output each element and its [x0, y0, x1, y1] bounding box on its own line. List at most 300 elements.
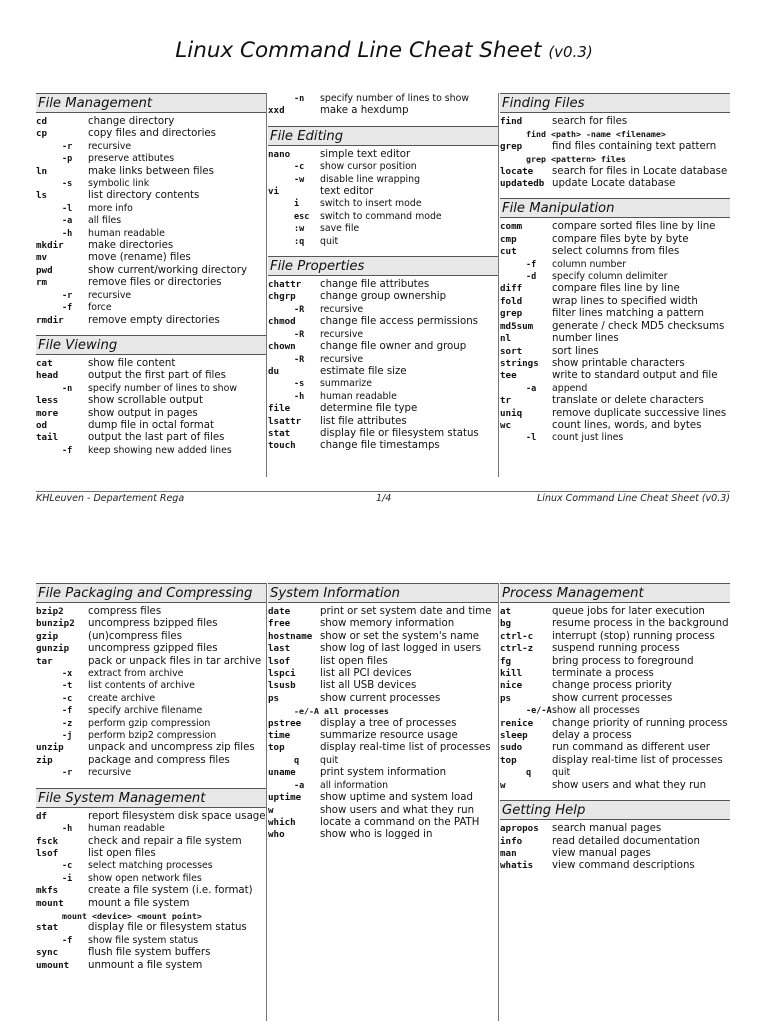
description: estimate file size [320, 365, 407, 377]
footer-left: KHLeuven - Departement Rega [36, 493, 185, 504]
command-row [500, 668, 730, 680]
command-name: lsusb [268, 680, 296, 692]
command-row [500, 370, 730, 382]
command-name: rmdir [36, 314, 64, 326]
option-row [36, 718, 266, 730]
description: (un)compress files [88, 630, 182, 642]
description: list open files [88, 847, 156, 859]
description: perform gzip compression [88, 717, 211, 729]
description: perform bzip2 compression [88, 730, 217, 742]
description: switch to command mode [320, 210, 442, 222]
column-1-page-1 [36, 93, 266, 465]
option-row [36, 203, 266, 215]
option-flag: -a [294, 780, 305, 791]
command-name: bunzip2 [36, 618, 75, 630]
option-flag: esc [294, 211, 310, 222]
option-flag: -l [62, 203, 73, 214]
description: filter lines matching a pattern [552, 308, 704, 320]
option-row [500, 432, 730, 444]
command-name: sync [36, 947, 59, 959]
option-flag: -a [62, 216, 73, 227]
command-name: file [268, 403, 291, 415]
section-file-packaging-and-compressing [36, 583, 266, 780]
description: display real-time list of processes [320, 742, 491, 754]
command-row [500, 606, 730, 618]
command-name: strings [500, 357, 539, 369]
description: print system information [320, 767, 447, 779]
description: show file system status [88, 934, 199, 946]
option-flag: -c [62, 693, 73, 704]
command-row [268, 428, 498, 440]
description: display a tree of processes [320, 717, 457, 729]
option-flag: :w [294, 224, 305, 235]
command-name: top [500, 754, 517, 766]
option-flag: -z [62, 718, 73, 729]
option-row [36, 215, 266, 227]
command-name: ln [36, 165, 48, 177]
option-flag: -R [294, 329, 305, 340]
command-row [268, 656, 498, 668]
command-row [36, 370, 266, 382]
description: number lines [552, 333, 619, 345]
column-divider [266, 583, 267, 1021]
column-1-page-2 [36, 583, 266, 980]
description: change directory [88, 116, 175, 127]
command-name: pwd [36, 264, 53, 276]
command-name: date [268, 606, 291, 617]
description: show who is logged in [320, 829, 433, 841]
section-getting-help [500, 800, 730, 873]
column-3-page-1 [500, 93, 730, 453]
section-system-information [268, 583, 498, 842]
command-row [268, 680, 498, 692]
command-row [268, 279, 498, 291]
command-name: sleep [500, 730, 528, 742]
option-row [36, 445, 266, 457]
command-row [36, 420, 266, 432]
command-name: pstree [268, 717, 302, 729]
command-row [36, 190, 266, 202]
description: recursive [320, 353, 364, 365]
option-row [500, 767, 730, 779]
command-name: nice [500, 680, 523, 692]
description: specify number of lines to show [88, 382, 238, 394]
description: find files containing text pattern [552, 140, 717, 152]
option-row [36, 680, 266, 692]
description: specify number of lines to show [320, 93, 470, 104]
description: sort lines [552, 345, 599, 357]
command-name: cat [36, 357, 53, 369]
description: update Locate database [552, 178, 676, 190]
description: uncompress bzipped files [88, 618, 218, 630]
column-2-page-1 [268, 93, 498, 461]
footer-right: Linux Command Line Cheat Sheet (v0.3) [537, 493, 730, 504]
option-row [268, 223, 498, 235]
description: switch to insert mode [320, 198, 422, 210]
command-name: xxd [268, 105, 285, 117]
description: remove files or directories [88, 277, 222, 289]
command-row [500, 246, 730, 258]
description: translate or delete characters [552, 395, 704, 407]
description: show printable characters [552, 357, 685, 369]
command-row [500, 333, 730, 345]
option-row [36, 705, 266, 717]
description: show current processes [552, 692, 673, 704]
description: suspend running process [552, 643, 680, 655]
command-name: cmp [500, 233, 517, 245]
command-row [500, 742, 730, 754]
description: resume process in the background [552, 618, 729, 630]
command-row [500, 730, 730, 742]
command-row [500, 693, 730, 705]
command-row [500, 234, 730, 246]
option-flag: -i [62, 873, 73, 884]
description: remove empty directories [88, 314, 220, 326]
option-row [268, 329, 498, 341]
command-row [268, 792, 498, 804]
description: save file [320, 223, 360, 235]
command-name: mkfs [36, 885, 59, 897]
description: change file timestamps [320, 440, 440, 452]
command-name: info [500, 835, 523, 847]
section-file-properties [268, 256, 498, 453]
description: human readable [88, 227, 165, 239]
section-heading: File Manipulation [500, 198, 730, 218]
option-row [36, 767, 266, 779]
option-row [268, 755, 498, 767]
syntax-text: grep <pattern> files [526, 154, 626, 165]
option-flag: -n [294, 94, 305, 104]
command-row [500, 221, 730, 233]
option-flag: -r [62, 290, 73, 301]
command-name: mkdir [36, 240, 64, 252]
option-flag: -R [294, 304, 305, 315]
command-name: less [36, 395, 59, 407]
option-row [268, 236, 498, 248]
command-row [36, 166, 266, 178]
option-row [36, 178, 266, 190]
description: show or set the system's name [320, 630, 480, 642]
command-name: cp [36, 128, 48, 140]
option-flag: -c [62, 861, 73, 872]
description: simple text editor [320, 148, 411, 160]
command-name: lspci [268, 668, 296, 680]
option-row [36, 383, 266, 395]
description: force [88, 302, 112, 314]
command-name: chattr [268, 279, 302, 291]
title-version: (v0.3) [548, 43, 593, 61]
command-row [36, 606, 266, 618]
option-flag: -w [294, 174, 305, 185]
description: show scrollable output [88, 395, 203, 407]
command-row [36, 265, 266, 277]
description: all information [320, 779, 389, 791]
command-name: grep [500, 308, 523, 320]
command-name: apropos [500, 823, 539, 835]
option-row [268, 174, 498, 186]
description: terminate a process [552, 668, 654, 680]
description: delay a process [552, 730, 632, 742]
command-row [268, 668, 498, 680]
command-row [500, 308, 730, 320]
command-row [36, 277, 266, 289]
description: specify column delimiter [552, 271, 668, 283]
command-name: uptime [268, 792, 302, 804]
description: read detailed documentation [552, 835, 700, 847]
command-row [36, 922, 266, 934]
option-flag: -a [526, 383, 537, 394]
description: recursive [320, 328, 364, 340]
command-name: tar [36, 655, 53, 667]
command-row [36, 358, 266, 370]
option-flag: -f [62, 935, 73, 946]
command-row [500, 755, 730, 767]
command-row [36, 811, 266, 823]
description: show memory information [320, 618, 455, 630]
option-row [268, 211, 498, 223]
description: create a file system (i.e. format) [88, 885, 253, 897]
section-file-editing [268, 126, 498, 248]
command-row [268, 149, 498, 161]
command-row [268, 742, 498, 754]
command-name: more [36, 407, 59, 419]
command-name: head [36, 370, 59, 382]
command-name: diff [500, 283, 523, 295]
description: output the last part of files [88, 432, 225, 444]
column-divider [498, 93, 499, 477]
command-name: ctrl-z [500, 643, 534, 655]
command-row [36, 116, 266, 128]
option-row [268, 198, 498, 210]
description: recursive [320, 303, 364, 315]
description: unmount a file system [88, 959, 203, 971]
command-row [268, 718, 498, 730]
command-row [500, 618, 730, 630]
command-row [36, 432, 266, 444]
option-flag: -c [294, 162, 305, 173]
command-name: which [268, 816, 296, 828]
option-row [36, 873, 266, 885]
command-row [268, 366, 498, 378]
option-flag: -r [62, 141, 73, 152]
description: extract from archive [88, 668, 184, 680]
description: select matching processes [88, 860, 213, 872]
command-name: wc [500, 419, 512, 431]
description: output the first part of files [88, 370, 226, 382]
option-row [500, 383, 730, 395]
command-row [500, 116, 730, 128]
section-heading: System Information [268, 583, 498, 603]
syntax-example [36, 910, 266, 922]
command-name: chown [268, 341, 296, 353]
command-row [268, 693, 498, 705]
command-row [268, 817, 498, 829]
section-heading: File Packaging and Compressing [36, 583, 266, 603]
description: show users and what they run [320, 804, 475, 816]
description: change process priority [552, 680, 672, 692]
command-row [500, 643, 730, 655]
command-name: od [36, 419, 48, 431]
command-name: free [268, 618, 291, 630]
description: search manual pages [552, 823, 662, 835]
option-flag: -d [526, 272, 537, 283]
command-row [500, 321, 730, 333]
option-row [268, 780, 498, 792]
command-row [268, 416, 498, 428]
description: recursive [88, 289, 132, 301]
section-heading: File Viewing [36, 335, 266, 355]
description: more info [88, 202, 133, 214]
command-row [36, 240, 266, 252]
command-row [36, 898, 266, 910]
command-name: uname [268, 767, 296, 779]
command-name: w [500, 779, 506, 791]
page-title [0, 38, 768, 63]
command-name: ps [500, 692, 512, 704]
option-row [36, 141, 266, 153]
command-name: hostname [268, 630, 313, 642]
description: count just lines [552, 432, 624, 444]
description: append [552, 382, 588, 394]
option-flag: -f [526, 259, 537, 270]
description: make links between files [88, 165, 214, 177]
option-row [268, 304, 498, 316]
option-row [268, 93, 498, 105]
command-row [268, 341, 498, 353]
command-row [268, 105, 498, 117]
section-heading: File Properties [268, 256, 498, 276]
command-name: touch [268, 440, 296, 452]
command-row [500, 166, 730, 178]
description: show all processes [552, 705, 640, 717]
command-name: whatis [500, 860, 534, 872]
option-row [36, 860, 266, 872]
description: create archive [88, 692, 156, 704]
description: determine file type [320, 403, 418, 415]
command-row [500, 141, 730, 153]
command-row [500, 823, 730, 835]
description: list all PCI devices [320, 668, 412, 680]
option-row [36, 228, 266, 240]
option-flag: -f [62, 706, 73, 717]
description: interrupt (stop) running process [552, 630, 715, 642]
option-flag: -n [62, 383, 73, 394]
command-name: nano [268, 148, 291, 160]
description: check and repair a file system [88, 835, 242, 847]
option-flag: :q [294, 236, 305, 247]
option-flag: q [294, 755, 300, 766]
description: change file attributes [320, 279, 430, 291]
description: mount a file system [88, 897, 190, 909]
command-name: updatedb [500, 178, 545, 190]
option-flag: -s [62, 179, 73, 190]
description: run command as different user [552, 742, 710, 754]
description: uncompress gzipped files [88, 643, 218, 655]
description: show cursor position [320, 161, 417, 173]
description: view command descriptions [552, 860, 695, 872]
column-divider [498, 583, 499, 1021]
description: quit [320, 754, 339, 766]
description: show users and what they run [552, 779, 707, 791]
description: list all USB devices [320, 680, 417, 692]
command-name: find [500, 116, 523, 127]
command-row [36, 848, 266, 860]
description: make a hexdump [320, 105, 409, 117]
description: search for files [552, 116, 628, 127]
command-row [36, 836, 266, 848]
command-row [500, 631, 730, 643]
description: summarize resource usage [320, 730, 458, 742]
description: compress files [88, 606, 162, 617]
description: count lines, words, and bytes [552, 419, 702, 431]
description: make directories [88, 240, 174, 252]
description: compare files byte by byte [552, 233, 689, 245]
description: report filesystem disk space usage [88, 810, 266, 822]
command-row [500, 395, 730, 407]
command-row [500, 178, 730, 190]
command-name: lsattr [268, 415, 302, 427]
command-row [36, 252, 266, 264]
command-row [36, 631, 266, 643]
command-name: ctrl-c [500, 630, 534, 642]
option-row [500, 705, 730, 717]
command-name: fsck [36, 835, 59, 847]
description: compare sorted files line by line [552, 221, 716, 233]
option-flag: -f [62, 303, 73, 314]
command-row [500, 860, 730, 872]
command-row [500, 836, 730, 848]
description: quit [552, 767, 571, 779]
description: dump file in octal format [88, 419, 214, 431]
syntax-text: mount <device> <mount point> [62, 910, 202, 921]
section-file-manipulation [500, 198, 730, 444]
description: queue jobs for later execution [552, 606, 705, 617]
description: locate a command on the PATH [320, 816, 480, 828]
option-row [268, 161, 498, 173]
command-name: kill [500, 668, 523, 680]
title-main: Linux Command Line Cheat Sheet [175, 38, 542, 63]
option-flag: -r [62, 768, 73, 779]
description: show current processes [320, 692, 441, 704]
command-name: tr [500, 395, 512, 407]
command-row [36, 128, 266, 140]
command-name: at [500, 606, 512, 617]
command-row [36, 643, 266, 655]
description: disable line wrapping [320, 173, 421, 185]
description: column number [552, 258, 627, 270]
description: preserve attibutes [88, 153, 175, 165]
description: list contents of archive [88, 680, 195, 692]
option-flag: -f [62, 445, 73, 456]
description: show current/working directory [88, 264, 247, 276]
command-row [268, 805, 498, 817]
description: change priority of running process [552, 717, 728, 729]
description: summarize [320, 378, 372, 390]
option-flag: q [526, 768, 532, 779]
option-row [268, 354, 498, 366]
section-heading: File Management [36, 93, 266, 113]
command-row [500, 296, 730, 308]
syntax-example [500, 153, 730, 165]
section-file-system-management [36, 788, 266, 972]
option-flag: -t [62, 681, 73, 692]
description: display real-time list of processes [552, 754, 723, 766]
command-name: stat [268, 427, 291, 439]
command-row [268, 730, 498, 742]
command-row [500, 656, 730, 668]
option-flag: -j [62, 731, 73, 742]
command-name: chmod [268, 316, 296, 328]
